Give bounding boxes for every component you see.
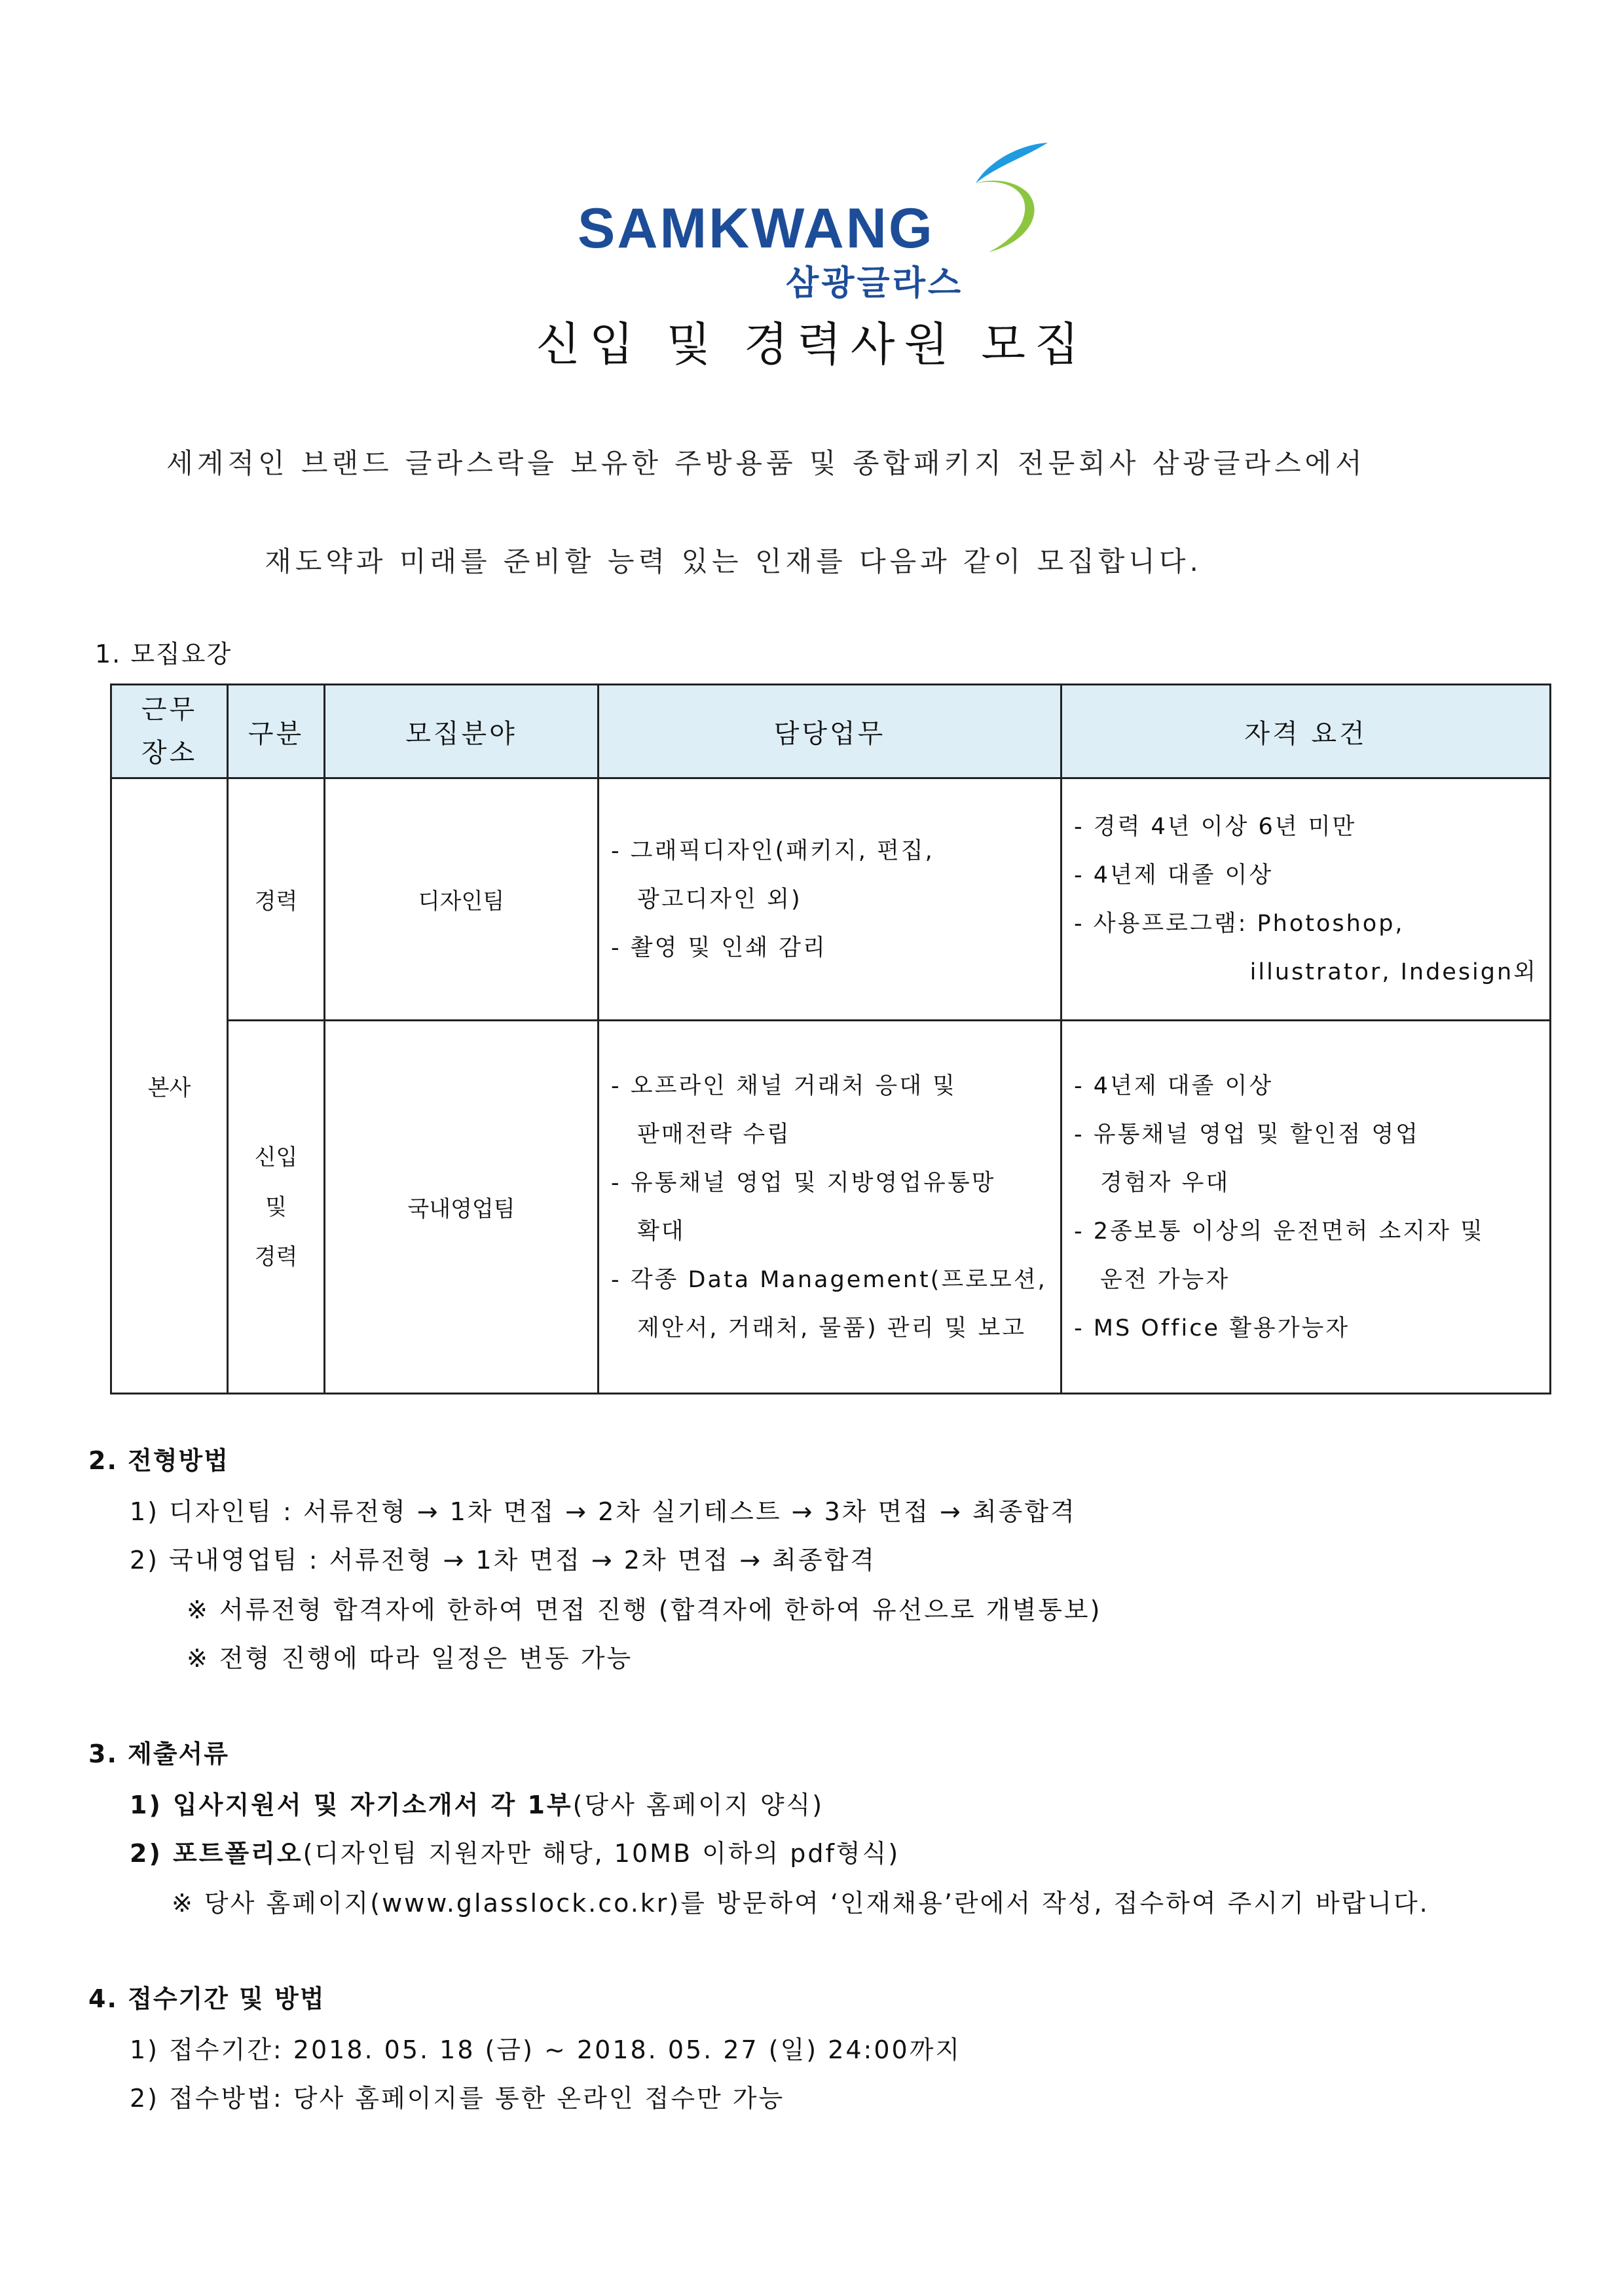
duty-line: 판매전략 수립 <box>637 1121 791 1148</box>
duty-line: 제안서, 거래처, 물품) 관리 및 보고 <box>637 1315 1027 1341</box>
header-type: 구분 <box>228 685 325 778</box>
field-cell: 디자인팀 <box>325 778 599 1021</box>
intro-line-2: 재도약과 미래를 준비할 능력 있는 인재를 다음과 같이 모집합니다. <box>265 545 1202 577</box>
header-duties: 담당업무 <box>599 685 1061 778</box>
req-line: - 경력 4년 이상 6년 미만 <box>1074 813 1357 840</box>
recruit-table <box>110 683 1551 1394</box>
duty-line: - 그래픽디자인(패키지, 편집, <box>611 837 934 864</box>
section2-line: 2) 국내영업팀 : 서류전형 → 1차 면접 → 2차 면접 → 최종합격 <box>130 1546 877 1575</box>
section1-heading: 1. 모집요강 <box>95 640 232 668</box>
duty-line: - 오프라인 채널 거래처 응대 및 <box>611 1072 957 1099</box>
table-row <box>111 1021 1551 1394</box>
section3-item-2-bold: 2) 포트폴리오 <box>130 1839 303 1868</box>
section2-heading: 2. 전형방법 <box>88 1446 229 1475</box>
section2-line: 1) 디자인팀 : 서류전형 → 1차 면접 → 2차 실기테스트 → 3차 면접 → 최종합격 <box>130 1497 1077 1526</box>
requirements-cell <box>1061 1021 1551 1394</box>
section2-note: ※ 전형 진행에 따라 일정은 변동 가능 <box>187 1644 633 1673</box>
duty-line: - 각종 Data Management(프로모션, <box>611 1266 1047 1293</box>
section2-note: ※ 서류전형 합격자에 한하여 면접 진행 (합격자에 한하여 유선으로 개별통보) <box>187 1595 1102 1624</box>
section3-item-1 <box>130 1785 824 1821</box>
table-header-row <box>111 685 1551 778</box>
logo-swoosh-icon <box>950 137 1067 268</box>
section4-line: 1) 접수기간: 2018. 05. 18 (금) ~ 2018. 05. 27 (일) 24:00까지 <box>130 2035 962 2064</box>
section3-item-1-bold: 1) 입사지원서 및 자기소개서 각 1부 <box>130 1791 573 1819</box>
section3-item-2 <box>130 1833 900 1869</box>
duties-cell <box>599 778 1061 1021</box>
duty-line: - 유통채널 영업 및 지방영업유통망 <box>611 1169 996 1196</box>
table-row <box>111 778 1551 1021</box>
section3-heading: 3. 제출서류 <box>88 1740 229 1768</box>
page-title: 신입 및 경력사원 모집 <box>536 318 1088 371</box>
duty-line: - 촬영 및 인쇄 감리 <box>611 934 827 961</box>
section4-line: 2) 접수방법: 당사 홈페이지를 통한 온라인 접수만 가능 <box>130 2084 785 2113</box>
req-line: - 4년제 대졸 이상 <box>1074 1072 1274 1099</box>
header-field: 모집분야 <box>325 685 599 778</box>
req-line: - 유통채널 영업 및 할인점 영업 <box>1074 1121 1420 1148</box>
duties-cell <box>599 1021 1061 1394</box>
req-line: - 2종보통 이상의 운전면허 소지자 및 <box>1074 1218 1485 1245</box>
req-line: 경험자 우대 <box>1100 1169 1230 1196</box>
req-line: - 4년제 대졸 이상 <box>1074 862 1274 888</box>
section4-heading: 4. 접수기간 및 방법 <box>88 1984 325 2013</box>
logo-brand-en: SAMKWANG <box>578 197 934 260</box>
section3-item-2-rest: (디자인팀 지원자만 해당, 10MB 이하의 pdf형식) <box>303 1839 900 1868</box>
type-cell: 경력 <box>228 778 325 1021</box>
duty-line: 확대 <box>637 1218 686 1245</box>
type-cell: 신입 및 경력 <box>228 1021 325 1394</box>
req-line: illustrator, Indesign외 <box>1249 958 1538 985</box>
req-line: - 사용프로그램: Photoshop, <box>1074 910 1405 937</box>
section3-note: ※ 당사 홈페이지(www.glasslock.co.kr)를 방문하여 ‘인재채용’란에서 작성, 접수하여 주시기 바랍니다. <box>172 1889 1430 1918</box>
req-line: 운전 가능자 <box>1100 1266 1230 1293</box>
company-logo <box>570 137 1067 301</box>
intro-line-1: 세계적인 브랜드 글라스락을 보유한 주방용품 및 종합패키지 전문회사 삼광글라스에서 <box>166 447 1366 479</box>
logo-brand-ko: 삼광글라스 <box>786 264 964 303</box>
header-requirements: 자격 요건 <box>1061 685 1551 778</box>
section3-item-1-rest: (당사 홈페이지 양식) <box>572 1791 824 1819</box>
header-location: 근무 장소 <box>111 685 228 778</box>
duty-line: 광고디자인 외) <box>637 886 802 913</box>
location-cell: 본사 <box>111 778 228 1394</box>
req-line: - MS Office 활용가능자 <box>1074 1315 1350 1341</box>
field-cell: 국내영업팀 <box>325 1021 599 1394</box>
requirements-cell <box>1061 778 1551 1021</box>
